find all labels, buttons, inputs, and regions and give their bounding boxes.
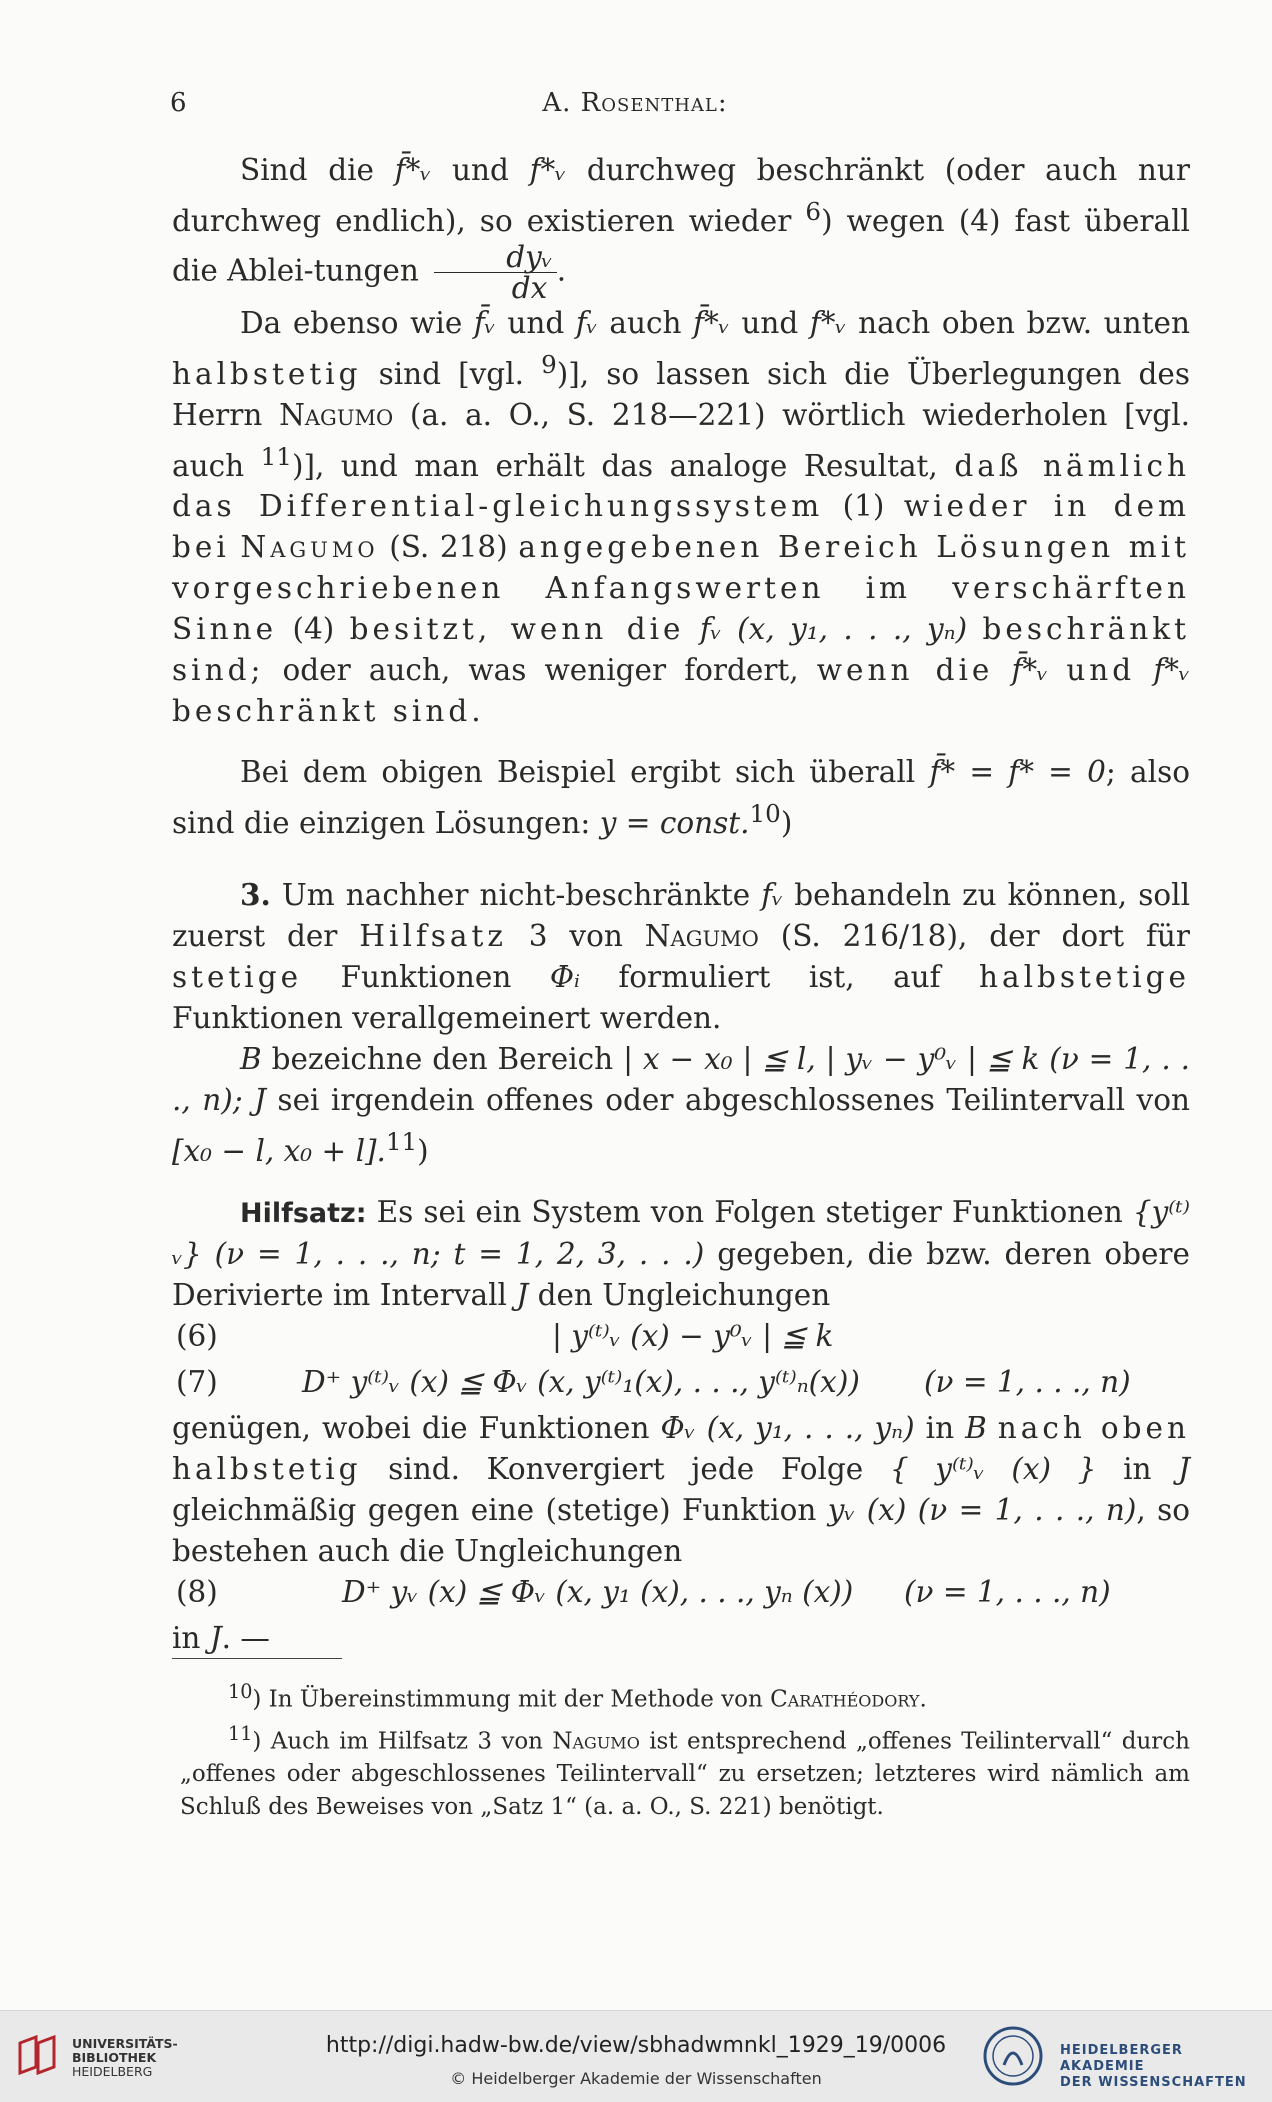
permalink-url[interactable]: http://digi.hadw-bw.de/view/sbhadwmnkl_1929_19/0006 — [325, 2033, 947, 2058]
page-number: 6 — [170, 88, 187, 118]
paragraph-section-3: 3. Um nachher nicht-beschränkte fᵥ behandeln zu können, soll zuerst der Hilfsatz 3 von Nagumo (S. 216/18), der dort für stetige Funktionen Φᵢ formuliert ist, auf halbstetige Funktionen verallgemeinert werden. — [172, 877, 1191, 1036]
section-number: 3. — [240, 877, 271, 913]
university-library-logo-text: UNIVERSITÄTS- BIBLIOTHEK HEIDELBERG — [72, 2036, 178, 2079]
running-head: A. Rosenthal: — [542, 88, 728, 118]
copyright-text: © Heidelberger Akademie der Wissenschaften — [450, 2069, 822, 2088]
academy-logo-text: HEIDELBERGER AKADEMIE DER WISSENSCHAFTEN — [1060, 2043, 1247, 2090]
equation-8: (8) D⁺ yᵥ (x) ≦ Φᵥ (x, y₁ (x), . . ., yₙ (x)) (ν = 1, . . ., n) — [176, 1575, 1111, 1610]
footnote-10: $^{10}$) In Übereinstimmung mit der Methode von Carathéodory. — [228, 1680, 927, 1713]
digitization-footer — [0, 2010, 1272, 2102]
footnote-rule — [172, 1658, 342, 1659]
hilfsatz-label: Hilfsatz: — [240, 1198, 367, 1230]
paragraph-2: Da ebenso wie f̄ᵥ und fᵥ auch f̄*ᵥ und f*ᵥ nach oben bzw. unten halbstetig sind [vgl. $^9$)], so lassen sich die Überlegungen des Herrn Nagumo (a. a. O., S. 218—221) wörtlich wiederholen [vgl. auch $^{11}$)], und man erhält das analoge Resultat, daß nämlich das Differential-gleichungssystem (1) wieder in dem bei Nagumo (S. 218) angegebenen Bereich Lösungen mit vorgeschriebenen Anfangswerten im verschärften Sinne (4) besitzt, wenn die fᵥ (x, y₁, . . ., yₙ) beschränkt sind; oder auch, was weniger fordert, wenn die f̄*ᵥ und f*ᵥ beschränkt sind. — [172, 305, 1191, 729]
paragraph-8: in J. — — [172, 1621, 270, 1656]
equation-7: (7) D⁺ y⁽ᵗ⁾ᵥ (x) ≦ Φᵥ (x, y⁽ᵗ⁾₁(x), . . ., y⁽ᵗ⁾ₙ(x)) (ν = 1, . . ., n) — [176, 1365, 1131, 1400]
paragraph-3: Bei dem obigen Beispiel ergibt sich überall f̄* = f* = 0; also sind die einzigen Lösungen: y = const.$^{10}$) — [172, 755, 1190, 841]
fraction-dy-dx: $\frac{\text{dyᵥ}}{dx}$ — [434, 242, 557, 303]
academy-seal-icon — [982, 2025, 1044, 2087]
footnote-11: $^{11}$) Auch im Hilfsatz 3 von Nagumo ist entsprechend „offenes Teilintervall“ durch „offenes oder abgeschlossenes Teilintervall“ zu ersetzen; letzteres wird nämlich am Schluß des Beweises von „Satz 1“ (a. a. O., S. 221) benötigt. — [180, 1721, 1190, 1821]
paragraph-hilfsatz: Hilfsatz: Es sei ein System von Folgen stetiger Funktionen {y⁽ᵗ⁾ᵥ} (ν = 1, . . ., n; t = 1, 2, 3, . . .) gegeben, die bzw. deren obere Derivierte im Intervall J den Ungleichungen — [172, 1195, 1190, 1313]
paragraph-1: Sind die f̄*ᵥ und f*ᵥ durchweg beschränkt (oder auch nur durchweg endlich), so existieren wieder $^6$) wegen (4) fast überall die Ablei-tungen $\frac{\text{dyᵥ}}{dx}$ . — [172, 153, 1191, 305]
page-body — [172, 150, 1190, 1659]
footnotes — [180, 1675, 1190, 1824]
paragraph-5: B bezeichne den Bereich | x − x₀ | ≦ l, | yᵥ − y⁰ᵥ | ≦ k (ν = 1, . . ., n); J sei irgendein offenes oder abgeschlossenes Teilintervall von [x₀ − l, x₀ + l].$^{11}$) — [172, 1042, 1190, 1169]
equation-6: (6) | y⁽ᵗ⁾ᵥ (x) − y⁰ᵥ | ≦ k — [176, 1319, 834, 1354]
paragraph-7: genügen, wobei die Funktionen Φᵥ (x, y₁, . . ., yₙ) in B nach oben halbstetig sind. Konvergiert jede Folge { y⁽ᵗ⁾ᵥ (x) } in J gleichmäßig gegen eine (stetige) Funktion yᵥ (x) (ν = 1, . . ., n), so bestehen auch die Ungleichungen — [172, 1411, 1191, 1569]
